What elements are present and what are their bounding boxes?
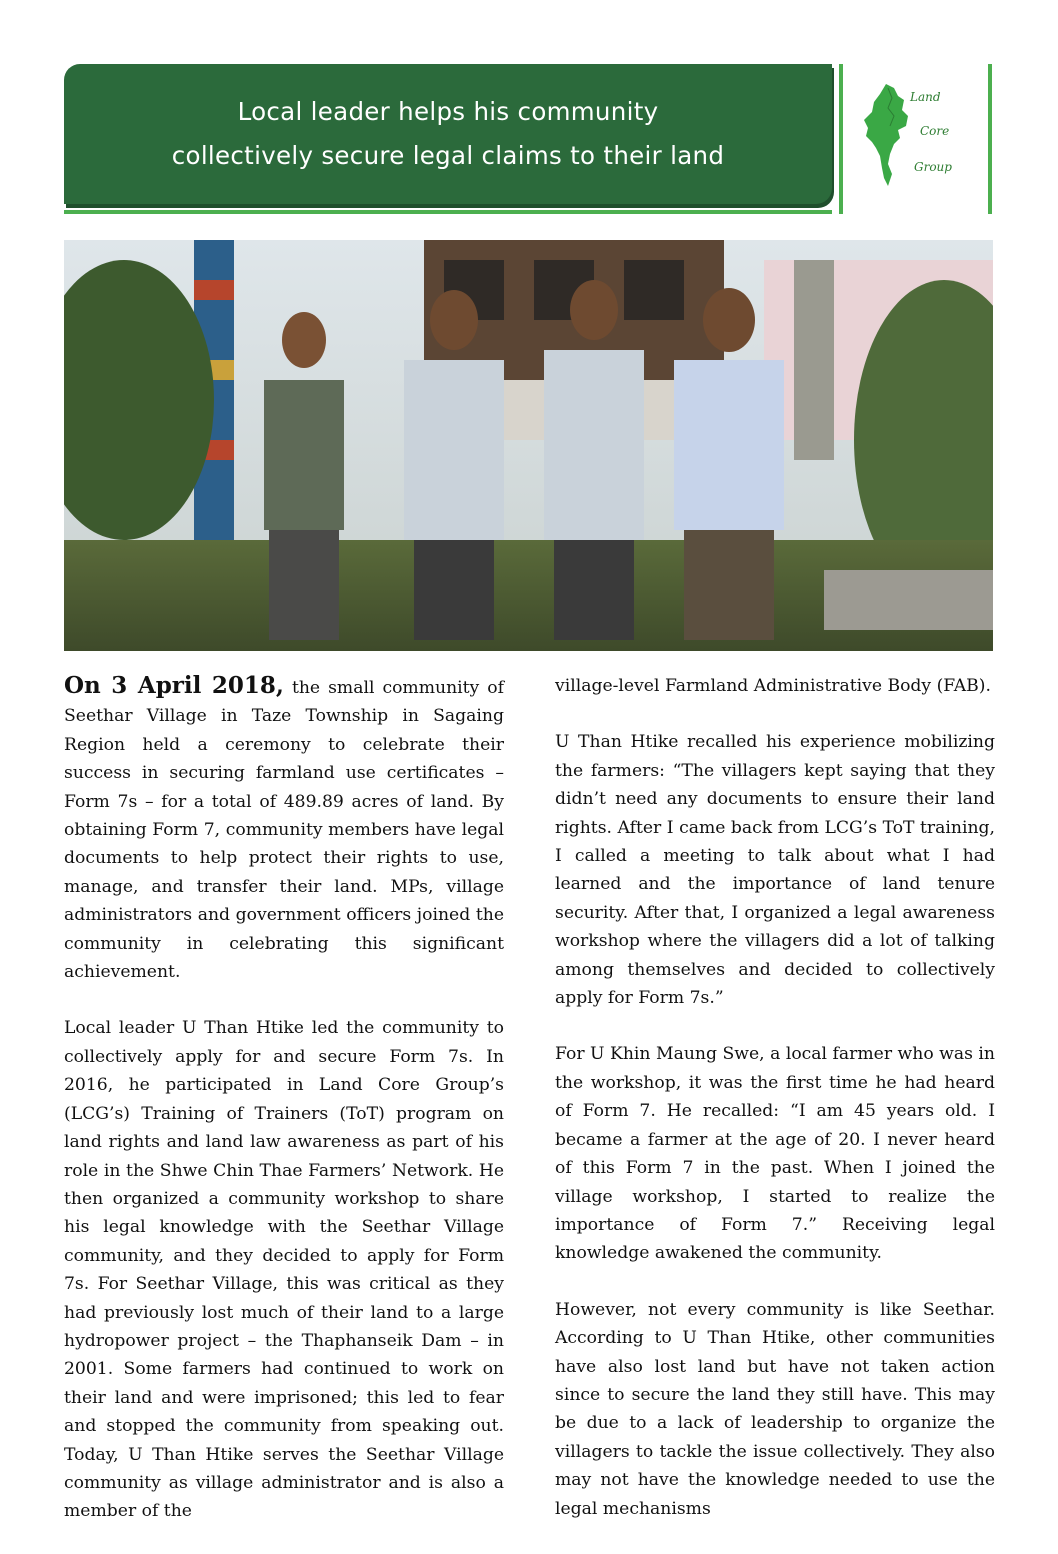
logo-word-land: Land — [910, 90, 941, 104]
land-core-group-logo — [858, 82, 978, 192]
paragraph-2: Local leader U Than Htike led the community to collectively apply for and secure Form 7s. In 2016, he participated in Land Core Group’s (LCG’s) Training of Trainers (ToT) program on land rights and land law awareness as part of his role in the Shwe Chin Thae Farmers’ Network. He then organized a community workshop to share his legal knowledge with the Seethar Village community, and they decided to apply for Form 7s. For Seethar Village, this was critical as they had previously lost much of their land to a large hydropower project – the Thaphanseik Dam – in 2001. Some farmers had continued to work on their land and were imprisoned; this led to fear and stopped the community from speaking out. Today, U Than Htike serves the Seethar Village community as village administrator and is also a member of the — [64, 1018, 504, 1522]
paragraph-3: village-level Farmland Administrative Body (FAB). — [555, 676, 991, 696]
paragraph-1-body: the small community of Seethar Village in Taze Township in Sagaing Region held a ceremony to celebrate their success in securing farmland use certificates – Form 7s – for a total of 489.89 acres of land. By obtaining Form 7, community members have legal documents to help protect their rights to use, manage, and transfer their land. MPs, village administrators and government officers joined the community in celebrating this significant achievement. — [64, 678, 504, 983]
paragraph-6: However, not every community is like Seethar. According to U Than Htike, other communities have also lost land but have not taken action since to secure the land they still have. This may be due to a lack of leadership to organize the villagers to tackle the issue collectively. They also may not have the knowledge needed to use the legal mechanisms — [555, 1299, 995, 1519]
page-title — [64, 90, 832, 178]
logo-word-core: Core — [920, 124, 950, 138]
title-banner — [64, 64, 832, 204]
paragraph-lead: On 3 April 2018, — [64, 672, 284, 699]
photo-four-men-standing — [64, 240, 993, 651]
paragraph-1 — [64, 672, 504, 986]
logo-divider-right — [988, 64, 992, 214]
myanmar-map-icon — [858, 82, 918, 192]
paragraph-4: U Than Htike recalled his experience mobilizing the farmers: “The villagers kept saying that they didn’t need any documents to ensure their land rights. After I came back from LCG’s ToT training, I called a meeting to talk about what I had learned and the importance of land tenure security. After that, I organized a legal awareness workshop where the villagers did a lot of talking among themselves and decided to collectively apply for Form 7s.” — [555, 732, 995, 1009]
logo-divider-left — [839, 64, 843, 214]
paragraph-5: For U Khin Maung Swe, a local farmer who was in the workshop, it was the first time he had heard of Form 7. He recalled: “I am 45 years old. I became a farmer at the age of 20. I never heard of this Form 7 in the past. When I joined the village workshop, I started to realize the importance of Form 7.” Receiving legal knowledge awakened the community. — [555, 1044, 995, 1264]
title-line-2: collectively secure legal claims to their land — [171, 141, 725, 170]
title-line-1: Local leader helps his community — [237, 97, 659, 126]
logo-word-group: Group — [914, 160, 952, 174]
banner-underline — [64, 210, 832, 214]
article-column-left — [64, 672, 504, 1554]
article-column-right — [555, 672, 995, 1551]
